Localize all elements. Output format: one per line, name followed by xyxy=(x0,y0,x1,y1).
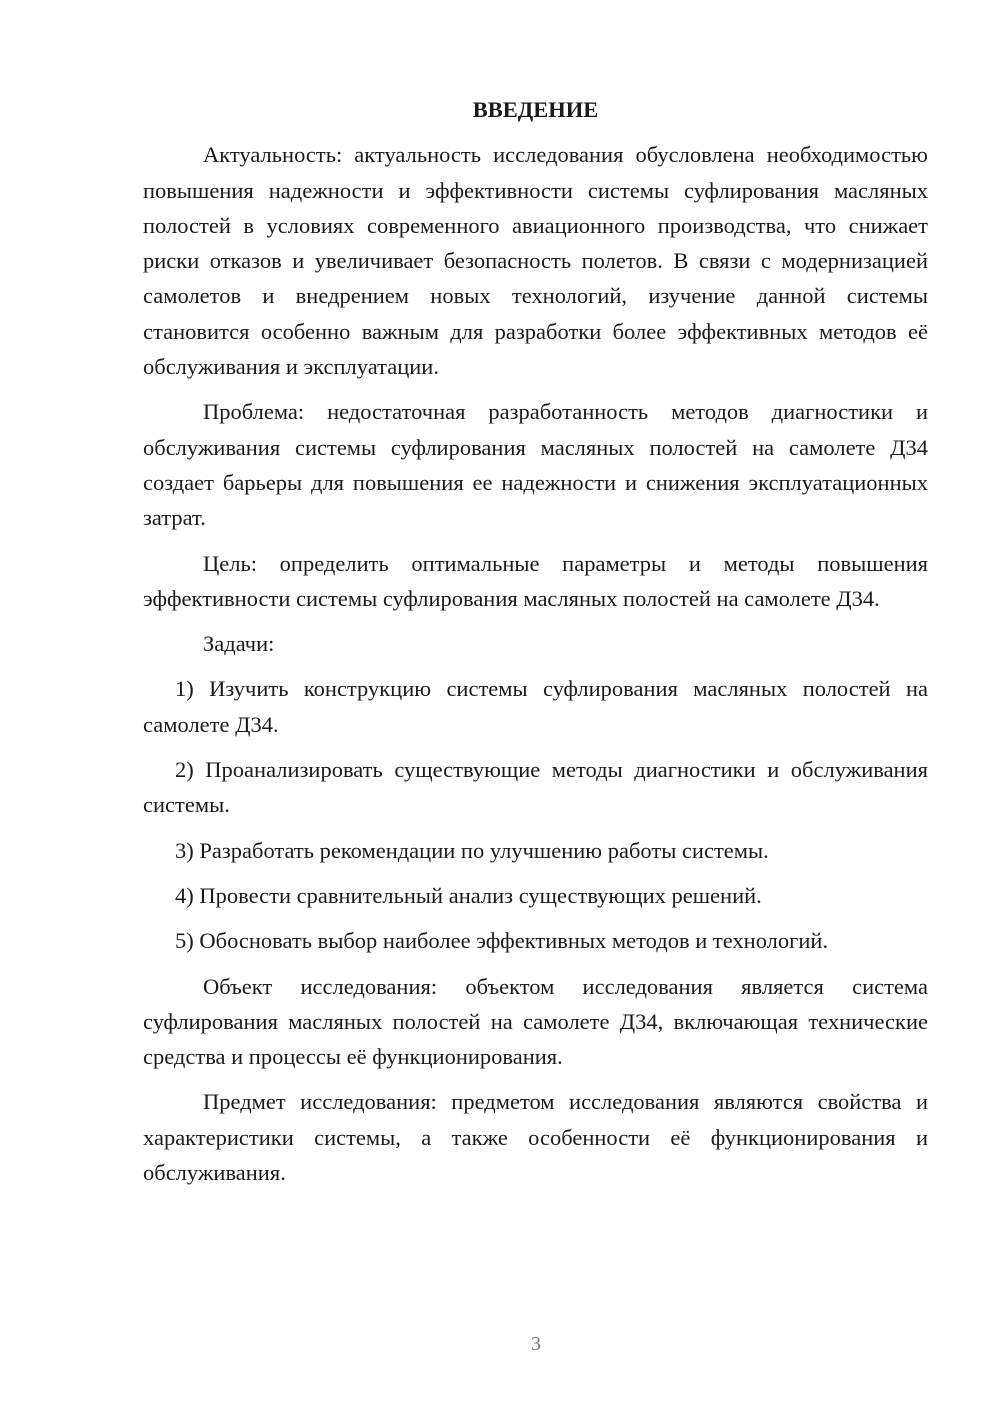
task-item-3: 3) Разработать рекомендации по улучшению работы системы. xyxy=(175,837,769,863)
section-title: ВВЕДЕНИЕ xyxy=(472,97,599,122)
task-item-5: 5) Обосновать выбор наиболее эффективных методов и технологий. xyxy=(175,928,829,954)
paragraph-goal: Цель: определить оптимальные параметры и методы повышения эффективности системы суфлирования масляных полостей на самолете Д34. xyxy=(143,550,928,611)
task-item-1: 1) Изучить конструкцию системы суфлирования масляных полостей на самолете Д34. xyxy=(143,676,928,737)
paragraph-subject: Предмет исследования: предметом исследования являются свойства и характеристики системы, а также особенности её функционирования и обслуживания. xyxy=(143,1089,928,1186)
paragraph-object: Объект исследования: объектом исследования является система суфлирования масляных полостей на самолете Д34, включающая технические средства и процессы её функционирования. xyxy=(143,973,928,1070)
page-number: 3 xyxy=(531,1333,541,1355)
task-item-4: 4) Провести сравнительный анализ существующих решений. xyxy=(175,882,762,908)
paragraph-problem: Проблема: недостаточная разработанность методов диагностики и обслуживания системы суфлирования масляных полостей на самолете Д34 создает барьеры для повышения ее надежности и снижения эксплуатационных затрат. xyxy=(143,399,928,531)
task-item-2: 2) Проанализировать существующие методы диагностики и обслуживания системы. xyxy=(143,757,928,818)
paragraph-relevance: Актуальность: актуальность исследования обусловлена необходимостью повышения надежности и эффективности системы суфлирования масляных полостей в условиях современного авиационного производства, что снижает риски отказов и увеличивает безопасность полетов. В связи с модернизацией самолетов и внедрением новых технологий, изучение данной системы становится особенно важным для разработки более эффективных методов её обслуживания и эксплуатации. xyxy=(143,142,928,380)
document-body xyxy=(143,92,928,1200)
tasks-heading: Задачи: xyxy=(203,631,275,657)
